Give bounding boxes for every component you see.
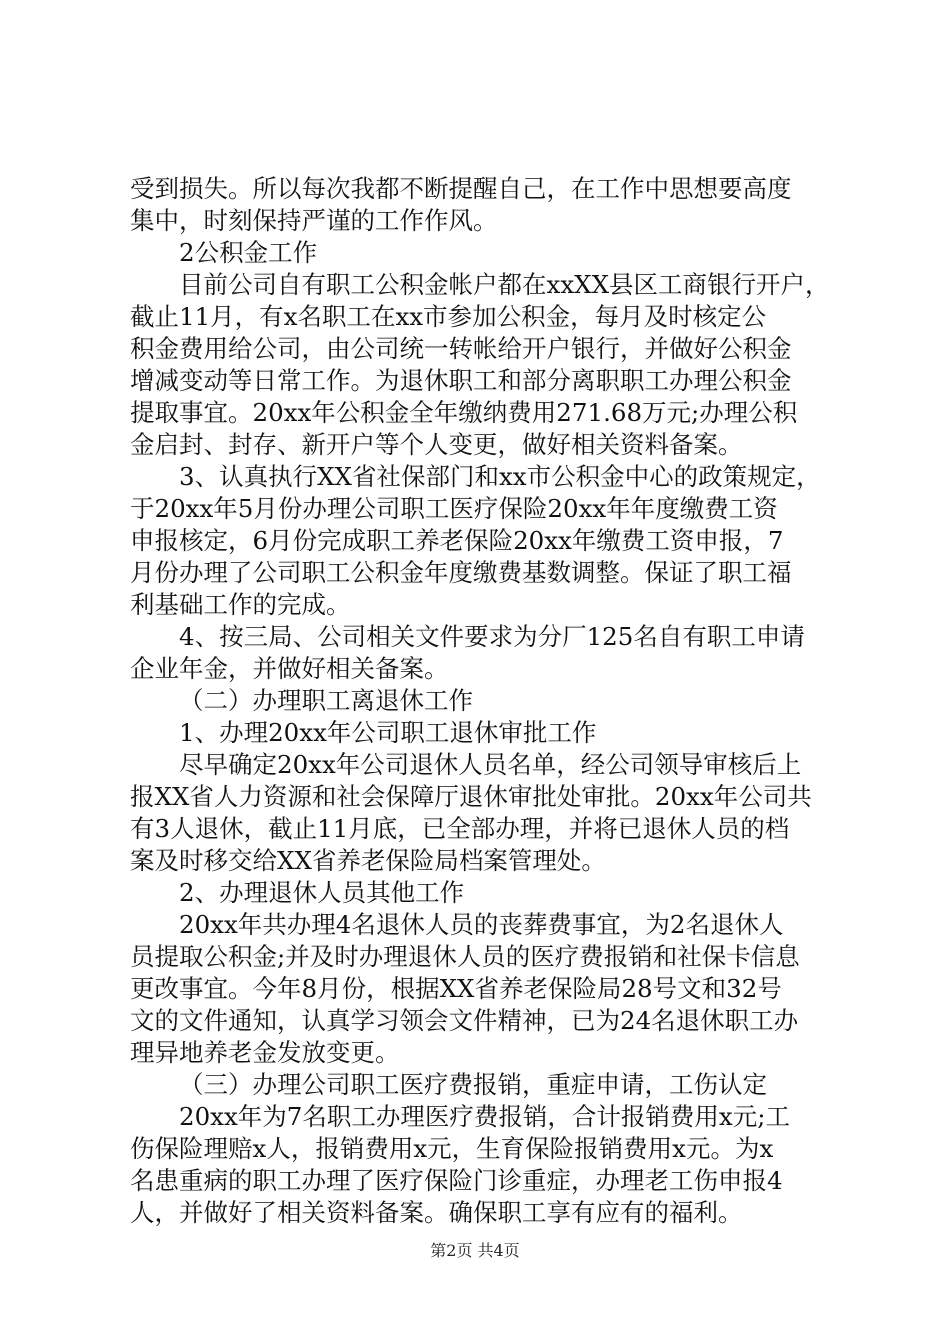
text-line: 20xx年共办理4名退休人员的丧葬费事宜，为2名退休人 [179,910,784,939]
text-line: 更改事宜。今年8月份，根据XX省养老保险局28号文和32号 [130,974,782,1003]
text-line: 3、认真执行XX省社保部门和xx市公积金中心的政策规定， [179,462,821,491]
document-body [130,173,830,1229]
text-line: 于20xx年5月份办理公司职工医疗保险20xx年年度缴费工资 [130,494,778,523]
text-line: 截止11月，有x名职工在xx市参加公积金，每月及时核定公 [130,302,767,331]
subsection-heading: 1、办理20xx年公司职工退休审批工作 [179,718,597,747]
text-line: 20xx年为7名职工办理医疗费报销，合计报销费用x元;工 [179,1102,790,1131]
text-line: 金启封、封存、新开户等个人变更，做好相关资料备案。 [130,430,743,459]
text-line: 理异地养老金发放变更。 [130,1038,400,1067]
text-line: 增减变动等日常工作。为退休职工和部分离职职工办理公积金 [130,366,792,395]
text-line: 企业年金，并做好相关备案。 [130,654,449,683]
text-line: 伤保险理赔x人，报销费用x元，生育保险报销费用x元。为x [130,1134,774,1163]
text-line: 利基础工作的完成。 [130,590,351,619]
text-line: 受到损失。所以每次我都不断提醒自己，在工作中思想要高度 [130,174,792,203]
section-heading: 2公积金工作 [179,238,318,267]
text-line: 目前公司自有职工公积金帐户都在xxXX县区工商银行开户， [179,270,830,299]
page-number-footer: 第2页 共4页 [430,1241,520,1260]
text-line: 文的文件通知，认真学习领会文件精神，已为24名退休职工办 [130,1006,799,1035]
text-line: 4、按三局、公司相关文件要求为分厂125名自有职工申请 [179,622,805,651]
text-line: 月份办理了公司职工公积金年度缴费基数调整。保证了职工福 [130,558,792,587]
text-line: 报XX省人力资源和社会保障厅退休审批处审批。20xx年公司共 [130,782,812,811]
text-line: 名患重病的职工办理了医疗保险门诊重症，办理老工伤申报4 [130,1166,783,1195]
subsection-heading: 2、办理退休人员其他工作 [179,878,465,907]
text-line: 申报核定，6月份完成职工养老保险20xx年缴费工资申报，7 [130,526,784,555]
text-line: 尽早确定20xx年公司退休人员名单，经公司领导审核后上 [179,750,802,779]
section-heading: （三）办理公司职工医疗费报销，重症申请，工伤认定 [179,1070,767,1099]
text-line: 有3人退休，截止11月底，已全部办理，并将已退休人员的档 [130,814,790,843]
text-line: 集中，时刻保持严谨的工作作风。 [130,206,498,235]
text-line: 人，并做好了相关资料备案。确保职工享有应有的福利。 [130,1198,743,1227]
text-line: 员提取公积金;并及时办理退休人员的医疗费报销和社保卡信息 [130,942,800,971]
text-line: 案及时移交给XX省养老保险局档案管理处。 [130,846,606,875]
text-line: 提取事宜。20xx年公积金全年缴纳费用271.68万元;办理公积 [130,398,798,427]
text-line: 积金费用给公司，由公司统一转帐给开户银行，并做好公积金 [130,334,792,363]
section-heading: （二）办理职工离退休工作 [179,686,473,715]
